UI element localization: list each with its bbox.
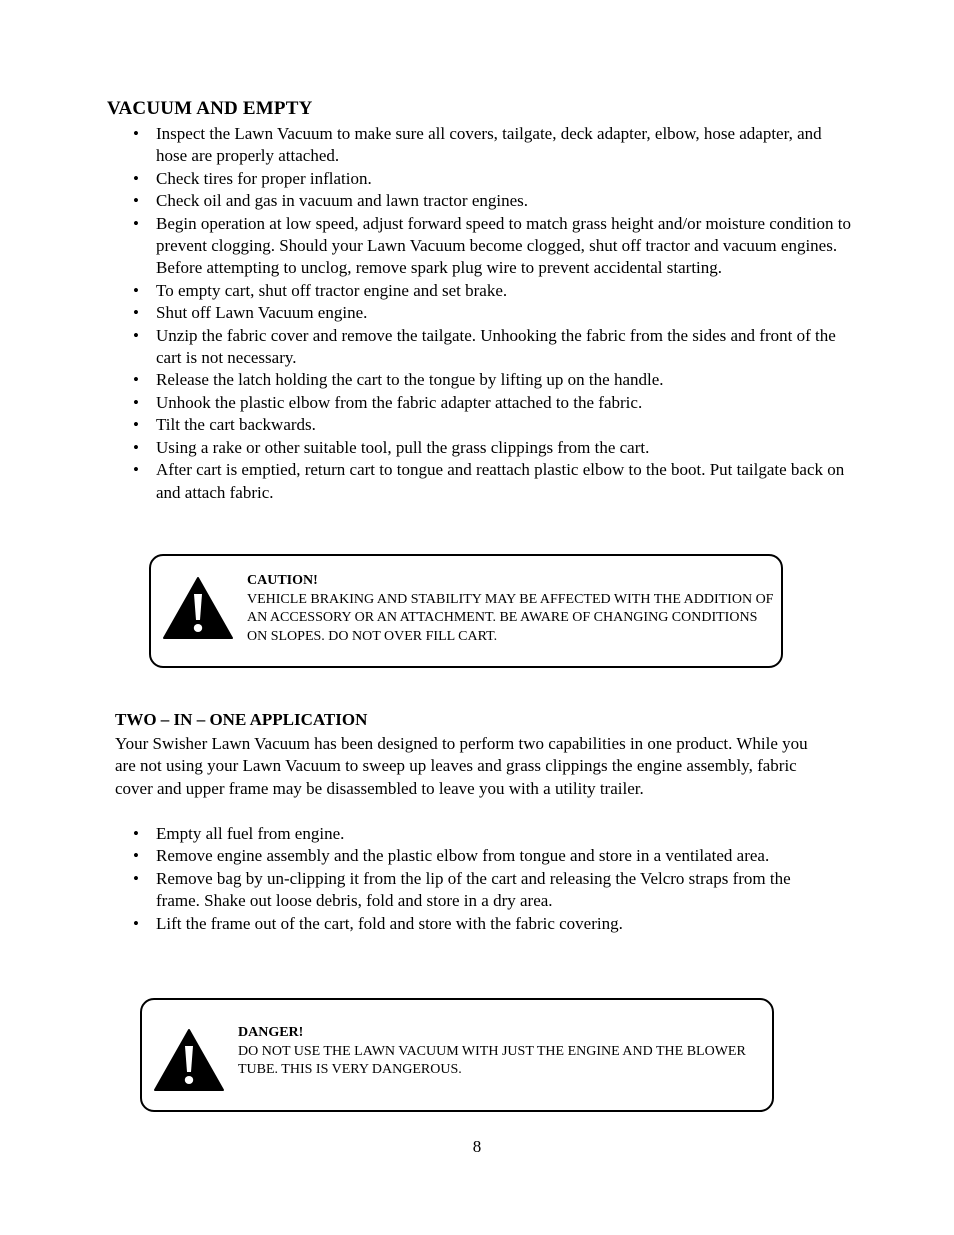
list-item [133,845,813,867]
bullet: • [133,168,139,188]
list-item [133,868,813,913]
caution-text: VEHICLE BRAKING AND STABILITY MAY BE AFFECTED WITH THE ADDITION OF AN ACCESSORY OR AN ATTACHMENT. BE AWARE OF CHANGING CONDITIONS ON SLOPES. DO NOT OVER FILL CART. [247,591,774,644]
list-item [133,123,853,168]
list-item-text: Unhook the plastic elbow from the fabric adapter attached to the fabric. [156,392,643,412]
bullet: • [133,824,139,843]
page-number: 8 [472,1137,482,1156]
bullet: • [133,868,139,888]
list-item [133,302,853,324]
bullet: • [133,124,139,143]
two-in-one-paragraph: Your Swisher Lawn Vacuum has been designed to perform two capabilities in one product. While you are not using your Lawn Vacuum to sweep up leaves and grass clippings the engine assembly, fabric cover and upper frame may be disassembled to leave you with a utility trailer. [115,734,808,798]
list-item-text: Empty all fuel from engine. [156,824,345,843]
list-item-text: Release the latch holding the cart to the tongue by lifting up on the handle. [156,370,664,390]
list-item [133,913,813,935]
bullet: • [133,325,139,345]
bullet: • [133,280,139,300]
caution-message [247,572,777,646]
bullet: • [133,846,139,866]
list-item [133,280,853,302]
bullet: • [133,392,139,412]
warning-triangle-icon [153,1028,225,1092]
list-item-text: Inspect the Lawn Vacuum to make sure all covers, tailgate, deck adapter, elbow, hose adapter, and hose are properly attached. [156,124,822,166]
list-item-text: Unzip the fabric cover and remove the tailgate. Unhooking the fabric from the sides and front of the cart is not necessary. [156,325,836,368]
list-item [133,414,853,436]
bullet: • [133,303,139,323]
list-item-text: After cart is emptied, return cart to tongue and reattach plastic elbow to the boot. Put tailgate back on and attach fabric. [156,460,845,502]
warning-triangle-icon [162,576,234,640]
bullet: • [133,460,139,480]
bullet: • [133,437,139,457]
danger-message [238,1024,768,1080]
danger-box [140,998,774,1112]
list-item-text: To empty cart, shut off tractor engine and set brake. [156,280,508,300]
bullet: • [133,191,139,211]
section-heading-vacuum-and-empty: VACUUM AND EMPTY [107,98,313,119]
list-item [133,168,853,190]
list-item [133,437,853,459]
vacuum-empty-steps-list [133,123,853,504]
section-heading-two-in-one: TWO – IN – ONE APPLICATION [115,710,368,729]
caution-box [149,554,783,668]
bullet: • [133,415,139,435]
list-item [133,823,813,845]
list-item-text: Shut off Lawn Vacuum engine. [156,303,368,323]
caution-title: CAUTION! [247,573,318,588]
bullet: • [133,213,139,233]
list-item-text: Tilt the cart backwards. [156,415,316,435]
danger-title: DANGER! [238,1025,304,1040]
bullet: • [133,370,139,390]
list-item-text: Begin operation at low speed, adjust forward speed to match grass height and/or moisture condition to prevent clogging. Should your Lawn Vacuum become clogged, shut off tractor and vacuum engines. Before attempting to unclog, remove spark plug wire to prevent accidental starting. [156,213,851,278]
list-item [133,392,853,414]
list-item [133,369,853,391]
list-item [133,213,853,280]
list-item-text: Remove engine assembly and the plastic elbow from tongue and store in a ventilated area. [156,846,770,866]
danger-text: DO NOT USE THE LAWN VACUUM WITH JUST THE ENGINE AND THE BLOWER TUBE. THIS IS VERY DANGEROUS. [238,1043,746,1077]
list-item-text: Check tires for proper inflation. [156,168,372,188]
list-item-text: Remove bag by un-clipping it from the lip of the cart and releasing the Velcro straps from the frame. Shake out loose debris, fold and store in a dry area. [156,868,791,911]
list-item [133,459,853,504]
list-item-text: Lift the frame out of the cart, fold and store with the fabric covering. [156,913,623,933]
list-item-text: Check oil and gas in vacuum and lawn tractor engines. [156,191,528,211]
two-in-one-steps-list [133,823,813,935]
list-item [133,190,853,212]
list-item-text: Using a rake or other suitable tool, pull the grass clippings from the cart. [156,437,650,457]
list-item [133,325,853,370]
bullet: • [133,913,139,933]
